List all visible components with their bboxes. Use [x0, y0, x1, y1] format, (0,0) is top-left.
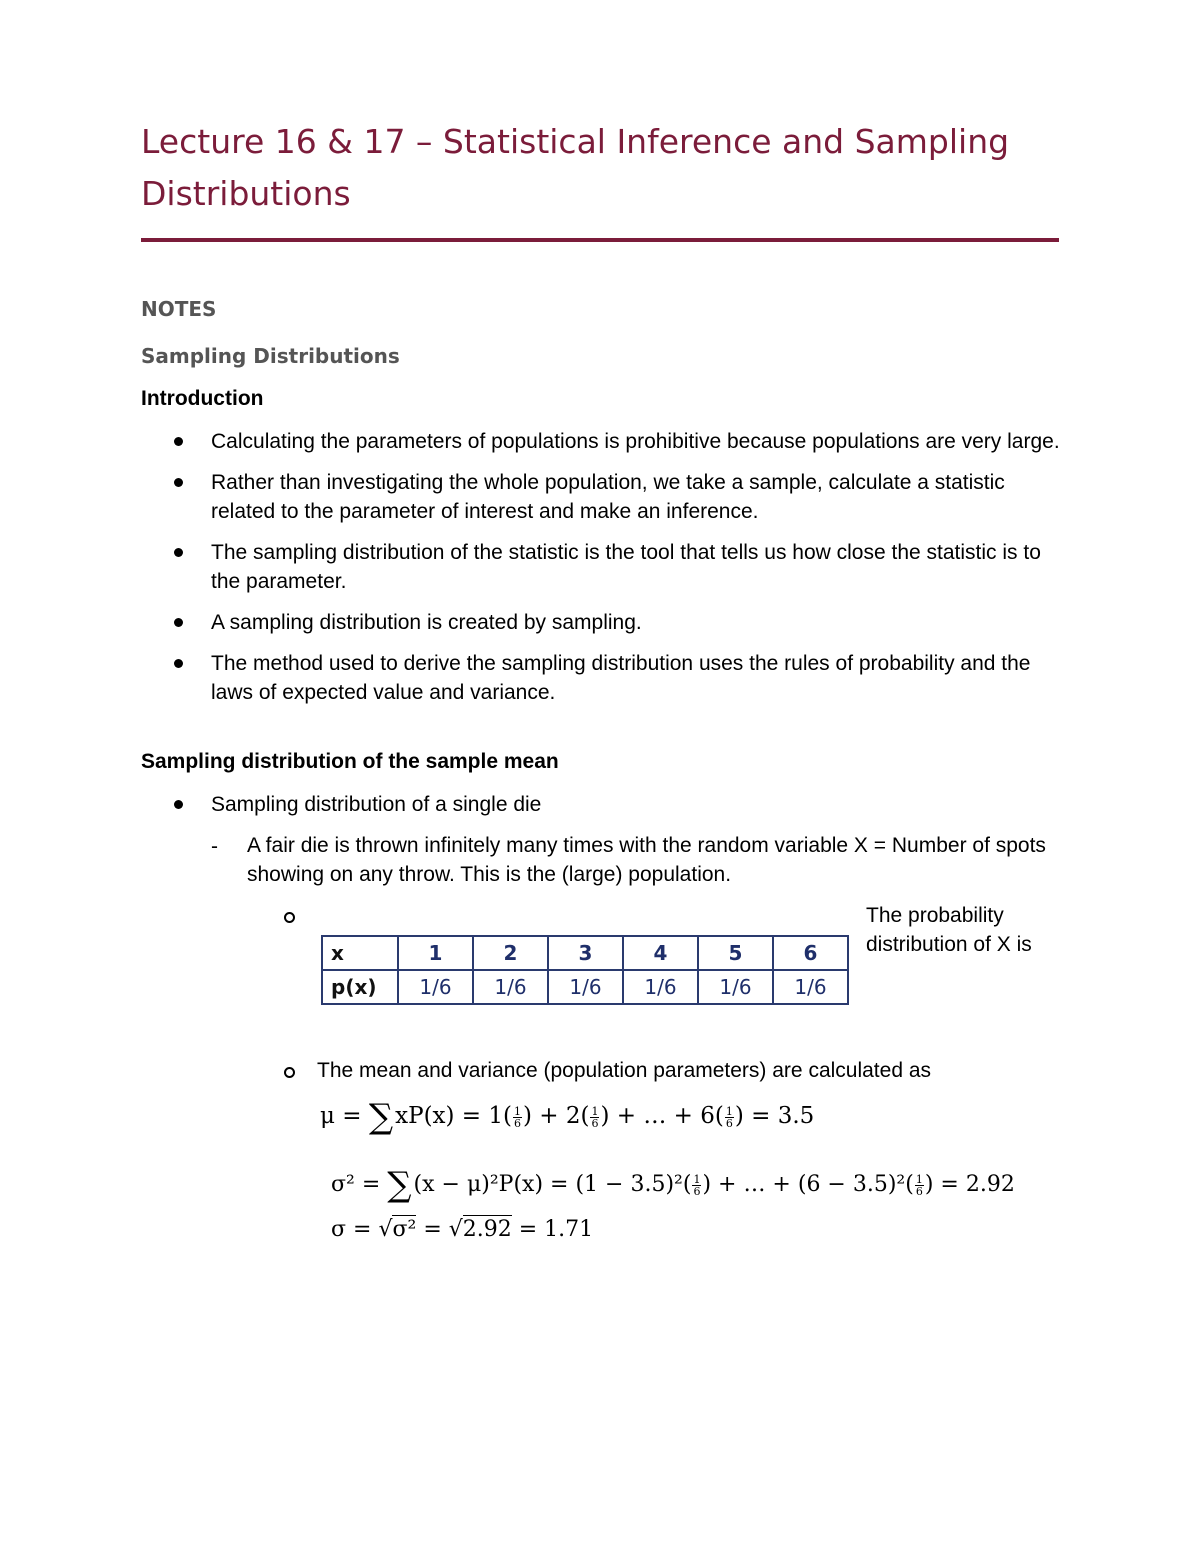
sample-mean-heading: Sampling distribution of the sample mean: [141, 750, 559, 773]
list-item: A sampling distribution is created by sampling.: [172, 608, 1067, 637]
list-item: Sampling distribution of a single die: [172, 790, 1067, 819]
circle-bullet-icon: [284, 1067, 295, 1078]
table-cell: 3: [548, 936, 623, 970]
bullet-icon: [174, 659, 183, 668]
probability-table: [321, 935, 849, 1005]
title-line-2: Distributions: [141, 174, 351, 213]
mean-variance-text: The mean and variance (population parameters) are calculated as: [317, 1059, 932, 1082]
table-cell: 2: [473, 936, 548, 970]
variance-formula: σ² = ∑(x − μ)²P(x) = (1 − 3.5)²( $\frac{1}{6}$ ) + … + (6 − 3.5)²( $\frac{1}{6}$ ) = 2.92: [331, 1165, 1015, 1205]
sqrt-icon: √: [378, 1217, 393, 1242]
bullet-icon: [174, 437, 183, 446]
title-line-1: Lecture 16 & 17 – Statistical Inference and Sampling: [141, 122, 1010, 161]
table-cell: 6: [773, 936, 848, 970]
section-heading: Sampling Distributions: [141, 344, 400, 368]
table-cell: 1/6: [548, 970, 623, 1004]
summation-icon: ∑: [387, 1165, 412, 1205]
probability-text: The probability distribution of X is: [866, 904, 1032, 956]
circle-bullet-icon: [284, 912, 295, 923]
list-item: The method used to derive the sampling distribution uses the rules of probability and the laws of expected value and variance.: [172, 649, 1067, 707]
table-cell: 1/6: [473, 970, 548, 1004]
introduction-heading: Introduction: [141, 387, 264, 410]
sqrt-icon: √: [448, 1217, 463, 1242]
table-row: [322, 936, 848, 970]
page-title: [141, 116, 1061, 220]
table-header-x: x: [322, 936, 398, 970]
table-cell: 1/6: [623, 970, 698, 1004]
sd-formula: σ = √σ² = √2.92 = 1.71: [331, 1217, 594, 1242]
bullet-icon: [174, 548, 183, 557]
bullet-icon: [174, 618, 183, 627]
table-header-px: p(x): [322, 970, 398, 1004]
table-row: [322, 970, 848, 1004]
table-cell: 1/6: [698, 970, 773, 1004]
list-item: The sampling distribution of the statistic is the tool that tells us how close the statistic is to the parameter.: [172, 538, 1067, 596]
table-cell: 1: [398, 936, 473, 970]
single-die-item: [172, 790, 1067, 819]
bullet-icon: [174, 800, 183, 809]
table-cell: 4: [623, 936, 698, 970]
table-cell: 1/6: [398, 970, 473, 1004]
dash-marker: -: [211, 835, 218, 858]
introduction-list: [172, 427, 1067, 719]
mean-formula: μ = ∑xP(x) = 1( $\frac{1}{6}$ ) + 2( $\frac{1}{6}$ ) + … + 6( $\frac{1}{6}$ ) = 3.5: [320, 1097, 815, 1137]
title-divider: [141, 238, 1059, 242]
list-item: Calculating the parameters of populations is prohibitive because populations are very large.: [172, 427, 1067, 456]
notes-label: NOTES: [141, 297, 217, 321]
list-item: Rather than investigating the whole population, we take a sample, calculate a statistic related to the parameter of interest and make an inference.: [172, 468, 1067, 526]
dash-text: A fair die is thrown infinitely many times with the random variable X = Number of spots showing on any throw. This is the (large) population.: [247, 834, 1046, 886]
bullet-icon: [174, 478, 183, 487]
summation-icon: ∑: [368, 1097, 394, 1137]
table-cell: 1/6: [773, 970, 848, 1004]
table-cell: 5: [698, 936, 773, 970]
